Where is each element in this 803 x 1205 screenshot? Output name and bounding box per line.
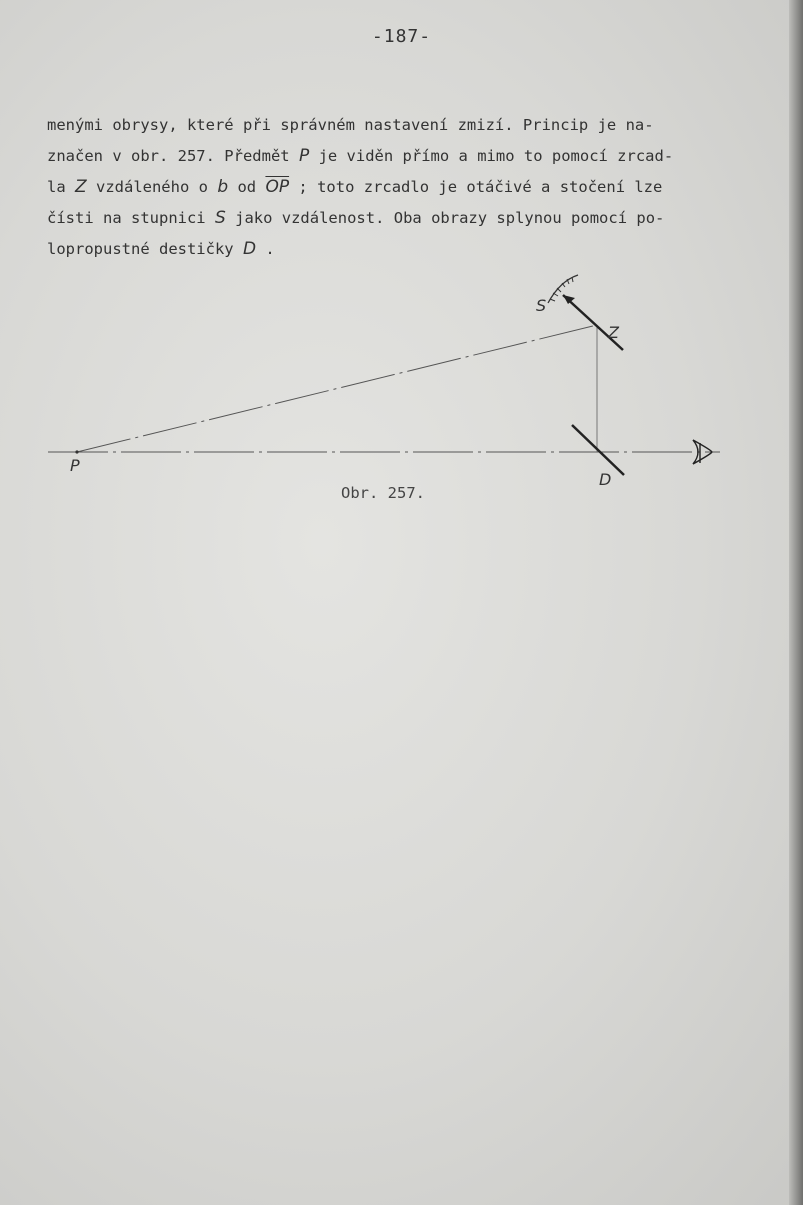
label-s: S [536, 296, 547, 315]
symbol-b: b [217, 177, 229, 197]
text-segment: je viděn přímo a mimo to pomocí zrcad- [309, 147, 674, 165]
text-segment: . [256, 240, 275, 258]
figure-caption: Obr. 257. [341, 484, 425, 502]
label-z: Z [608, 323, 619, 342]
page-edge-shadow [789, 0, 803, 1205]
text-line-2 [47, 141, 767, 172]
text-segment: la [47, 178, 75, 196]
page-number: -187- [371, 26, 432, 47]
semi-transparent-plate-d [572, 425, 624, 475]
text-segment: od [228, 178, 266, 196]
label-p: P [70, 456, 80, 475]
text-line-4 [47, 203, 767, 234]
symbol-d: D [242, 239, 257, 259]
text-segment: menými obrysy, které při správném nastavení zmizí. Princip je na- [47, 116, 654, 134]
symbol-z: Z [75, 177, 87, 197]
text-line-1 [47, 110, 767, 141]
symbol-op-overline: $\overline{OP}$ [265, 177, 290, 197]
text-segment: čísti na stupnici [47, 209, 215, 227]
figure-257-diagram [0, 265, 780, 495]
pointer-arrow-icon [563, 295, 575, 304]
text-line-5 [47, 234, 767, 265]
text-segment: vzdáleného o [86, 178, 218, 196]
text-line-3 [47, 172, 767, 203]
label-d: D [599, 470, 612, 489]
point-p [75, 450, 78, 453]
body-paragraph [47, 110, 767, 265]
sight-line-p-to-z [77, 325, 597, 452]
text-segment: jako vzdálenost. Oba obrazy splynou pomocí po- [225, 209, 665, 227]
symbol-p: P [298, 146, 310, 166]
symbol-s: S [214, 208, 226, 228]
text-segment: ; toto zrcadlo je otáčivé a stočení lze [289, 178, 663, 196]
text-segment: lopropustné destičky [47, 240, 243, 258]
text-segment: značen v obr. 257. Předmět [47, 147, 299, 165]
